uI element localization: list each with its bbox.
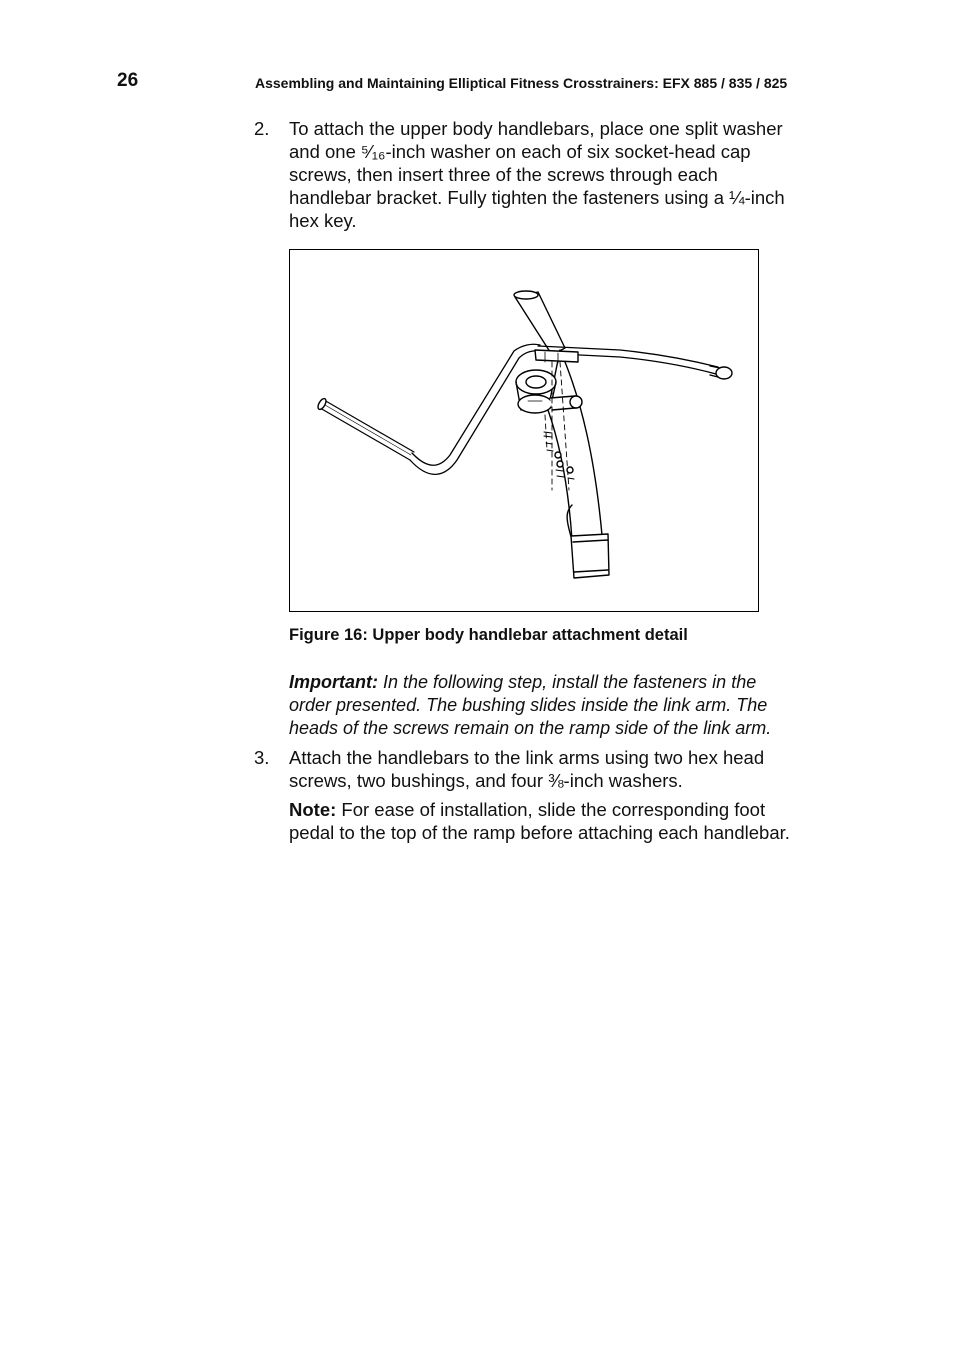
note-callout [289,798,799,844]
step-2 [254,117,799,237]
note-label: Note: [289,799,337,820]
running-head: Assembling and Maintaining Elliptical Fitness Crosstrainers: EFX 885 / 835 / 825 [255,75,788,91]
figure-caption: Figure 16: Upper body handlebar attachment detail [289,626,688,644]
handlebar-illustration [290,250,760,613]
important-callout [289,671,794,740]
step-3 [254,746,799,796]
important-text: In the following step, install the fasteners in the order presented. The bushing slides inside the link arm. The heads of the screws remain on the ramp side of the link arm. [289,672,772,738]
step-number: 3. [254,747,270,768]
step-number: 2. [254,118,270,139]
page-number: 26 [117,70,139,91]
important-label: Important: [289,672,378,692]
step-text: To attach the upper body handlebars, place one split washer and one ⁵⁄₁₆-inch washer on each of six socket-head cap screws, then insert three of the screws through each handlebar bracket. Fully tighten the fasteners using a ¼-inch hex key. [289,118,785,231]
note-text: For ease of installation, slide the corresponding foot pedal to the top of the ramp before attaching each handlebar. [289,799,790,843]
figure-16 [289,249,759,612]
step-text: Attach the handlebars to the link arms using two hex head screws, two bushings, and four ⅜-inch washers. [289,747,765,791]
